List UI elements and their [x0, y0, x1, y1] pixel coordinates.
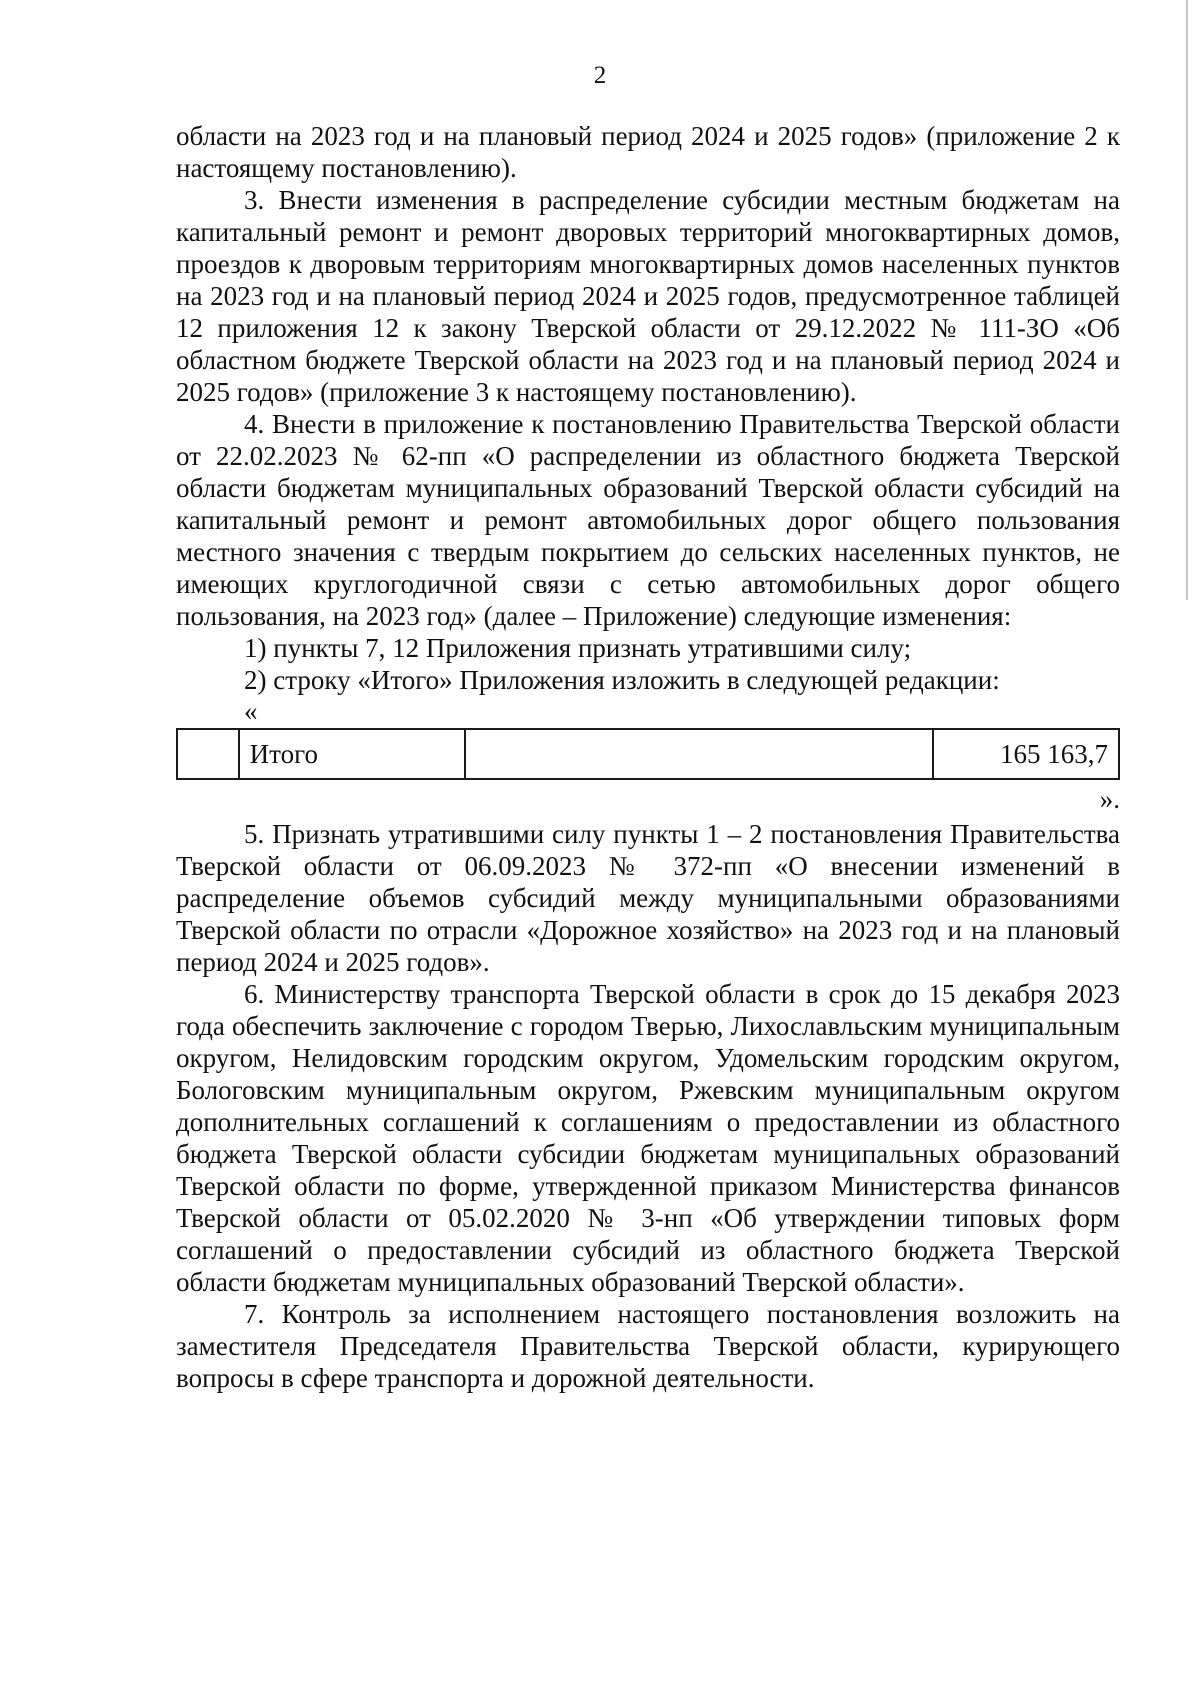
total-row-table	[176, 728, 1120, 780]
paragraph-item-6: 6. Министерству транспорта Тверской области в срок до 15 декабря 2023 года обеспечить заключение с городом Тверью, Лихославльским муниципальным округом, Нелидовским городским округом, Удомельским городским округом, Бологовским муниципальным округом, Ржевским муниципальным округом дополнительных соглашений к соглашениям о предоставлении из областного бюджета Тверской области субсидии бюджетам муниципальных образований Тверской области по форме, утвержденной приказом Министерства финансов Тверской области от 05.02.2020 № 3-нп «Об утверждении типовых форм соглашений о предоставлении субсидий из областного бюджета Тверской области бюджетам муниципальных образований Тверской области».	[176, 979, 1120, 1297]
table-open-quote: «	[244, 696, 258, 726]
table-cell-empty	[465, 729, 933, 779]
paragraph-continuation: области на 2023 год и на плановый период 2024 и 2025 годов» (приложение 2 к настоящему постановлению).	[176, 121, 1120, 183]
paragraph-item-7: 7. Контроль за исполнением настоящего постановления возложить на заместителя Председателя Правительства Тверской области, курирующего вопросы в сфере транспорта и дорожной деятельности.	[176, 1299, 1120, 1393]
table-row	[177, 729, 1119, 779]
table-cell-number	[177, 729, 239, 779]
scan-edge-mark	[1186, 0, 1188, 600]
table-cell-total-value: 165 163,7	[933, 729, 1119, 779]
paragraph-item-5: 5. Признать утратившими силу пункты 1 – 2 постановления Правительства Тверской области от 06.09.2023 № 372-пп «О внесении изменений в распределение объемов субсидий между муниципальными образованиями Тверской области по отрасли «Дорожное хозяйство» на 2023 год и на плановый период 2024 и 2025 годов».	[176, 819, 1120, 977]
paragraph-subitem-1: 1) пункты 7, 12 Приложения признать утратившими силу;	[244, 633, 912, 663]
paragraph-item-3: 3. Внести изменения в распределение субсидии местным бюджетам на капитальный ремонт и ремонт дворовых территорий многоквартирных домов, проездов к дворовым территориям многоквартирных домов населенных пунктов на 2023 год и на плановый период 2024 и 2025 годов, предусмотренное таблицей 12 приложения 12 к закону Тверской области от 29.12.2022 № 111-ЗО «Об областном бюджете Тверской области на 2023 год и на плановый период 2024 и 2025 годов» (приложение 3 к настоящему постановлению).	[176, 185, 1120, 407]
page-number: 2	[593, 62, 607, 89]
table-close-quote: ».	[1099, 784, 1120, 814]
paragraph-item-4: 4. Внести в приложение к постановлению Правительства Тверской области от 22.02.2023 № 62-пп «О распределении из областного бюджета Тверской области бюджетам муниципальных образований Тверской области субсидий на капитальный ремонт и ремонт автомобильных дорог общего пользования местного значения с твердым покрытием до сельских населенных пунктов, не имеющих круглогодичной связи с сетью автомобильных дорог общего пользования, на 2023 год» (далее – Приложение) следующие изменения:	[176, 409, 1120, 631]
document-body	[176, 120, 1120, 1394]
table-cell-label: Итого	[239, 729, 465, 779]
paragraph-subitem-2: 2) строку «Итого» Приложения изложить в следующей редакции:	[244, 665, 1000, 695]
